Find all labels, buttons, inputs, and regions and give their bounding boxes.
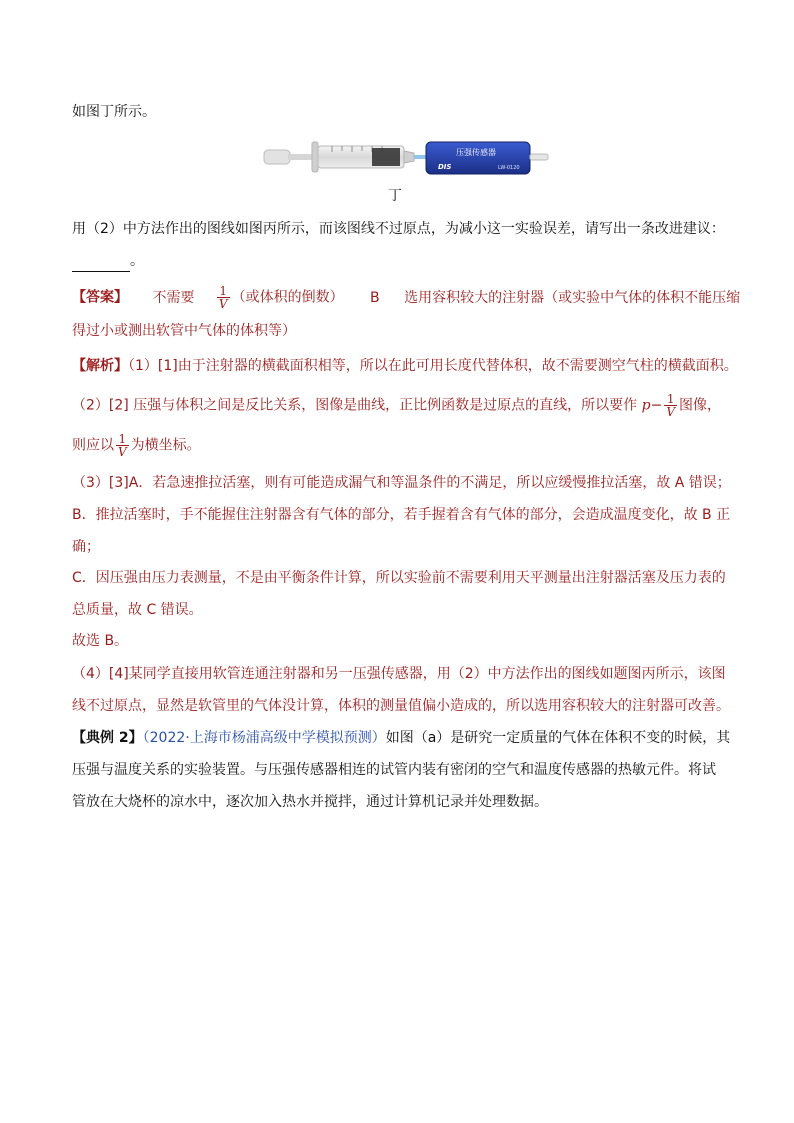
question-end: 。 [130, 253, 144, 269]
analysis-fraction-1-den: V [666, 405, 676, 419]
answer-part4: 选用容积较大的注射器（或实验中气体的体积不能压缩 [404, 289, 741, 306]
analysis-fraction-1-num: 1 [666, 392, 675, 406]
answer-line-2: 得过小或测出软管中气体的体积等） [72, 323, 296, 339]
analysis-line-2 [72, 393, 721, 418]
answer-fraction [217, 285, 230, 310]
answer-fraction-num: 1 [219, 284, 228, 298]
analysis-line-10: （4）[4]某同学直接用软管连通注射器和另一压强传感器，用（2）中方法作出的图线如题图丙所示，该图 [72, 666, 726, 682]
syringe-pressure-sensor-image [262, 136, 550, 184]
analysis-p-symbol: p [641, 397, 651, 414]
answer-label: 【答案】 [72, 289, 128, 306]
analysis-line-8: 总质量，故 C 错误。 [72, 602, 203, 618]
answer-part2: （或体积的倒数） [231, 289, 344, 306]
analysis-text-2a: （2）[2] 压强与体积之间是反比关系，图像是曲线，正比例函数是过原点的直线，所以要作 [72, 397, 638, 414]
analysis-fraction-1 [664, 393, 677, 418]
answer-part1: 不需要 [152, 289, 195, 306]
example-label: 【典例 2】 [72, 730, 143, 746]
example-line-1 [72, 727, 730, 749]
answer-fraction-den: V [218, 297, 228, 311]
analysis-fraction-2 [116, 433, 129, 458]
analysis-fraction-2-den: V [118, 445, 127, 459]
analysis-text-2b: 图像， [679, 397, 722, 414]
analysis-line-11: 线不过原点，显然是软管里的气体没计算，体积的测量值偏小造成的，所以选用容积较大的注射器可改善。 [72, 698, 730, 714]
example-line-3: 管放在大烧杯的凉水中，逐次加入热水并搅拌，通过计算机记录并处理数据。 [72, 794, 548, 810]
sensor-brand: DIS [438, 163, 452, 171]
answer-part3: B [370, 289, 380, 306]
sensor-label: 压强传感器 [456, 148, 496, 157]
example-text-1: 如图（a）是研究一定质量的气体在体积不变的时候，其 [385, 730, 731, 746]
analysis-line-1 [72, 355, 738, 377]
answer-line-1 [72, 285, 740, 310]
analysis-line-5: B．推拉活塞时，手不能握住注射器含有气体的部分，若手握着含有气体的部分，会造成温度变化，故 B 正 [72, 507, 731, 523]
intro-text: 如图丁所示。 [72, 104, 156, 120]
analysis-line-3 [72, 433, 201, 458]
analysis-line-9: 故选 B。 [72, 633, 129, 649]
analysis-text-3a: 则应以 [72, 437, 114, 454]
analysis-label: 【解析】 [72, 358, 128, 374]
analysis-line-6: 确； [72, 539, 100, 555]
analysis-dash: − [650, 397, 663, 414]
sensor-model: LW-0120 [498, 165, 520, 171]
analysis-line-7: C．因压强由压力表测量，不是由平衡条件计算，所以实验前不需要利用天平测量出注射器活塞及压力表的 [72, 570, 726, 586]
figure-caption: 丁 [388, 188, 402, 204]
analysis-fraction-2-num: 1 [118, 432, 127, 446]
example-source: （2022·上海市杨浦高级中学模拟预测） [142, 730, 386, 746]
answer-blank [72, 257, 130, 272]
analysis-line-4: （3）[3]A．若急速推拉活塞，则有可能造成漏气和等温条件的不满足，所以应缓慢推拉活塞，故 A 错误； [72, 475, 731, 491]
question-text: 用（2）中方法作出的图线如图丙所示，而该图线不过原点，为减小这一实验误差，请写出一条改进建议： [72, 221, 725, 237]
analysis-text-1: （1）[1]由于注射器的横截面积相等，所以在此可用长度代替体积，故不需要测空气柱的横截面积。 [128, 358, 738, 374]
question-blank-line [72, 250, 144, 272]
analysis-text-3b: 为横坐标。 [130, 437, 201, 454]
example-line-2: 压强与温度关系的实验装置。与压强传感器相连的试管内装有密闭的空气和温度传感器的热敏元件。将试 [72, 762, 716, 778]
